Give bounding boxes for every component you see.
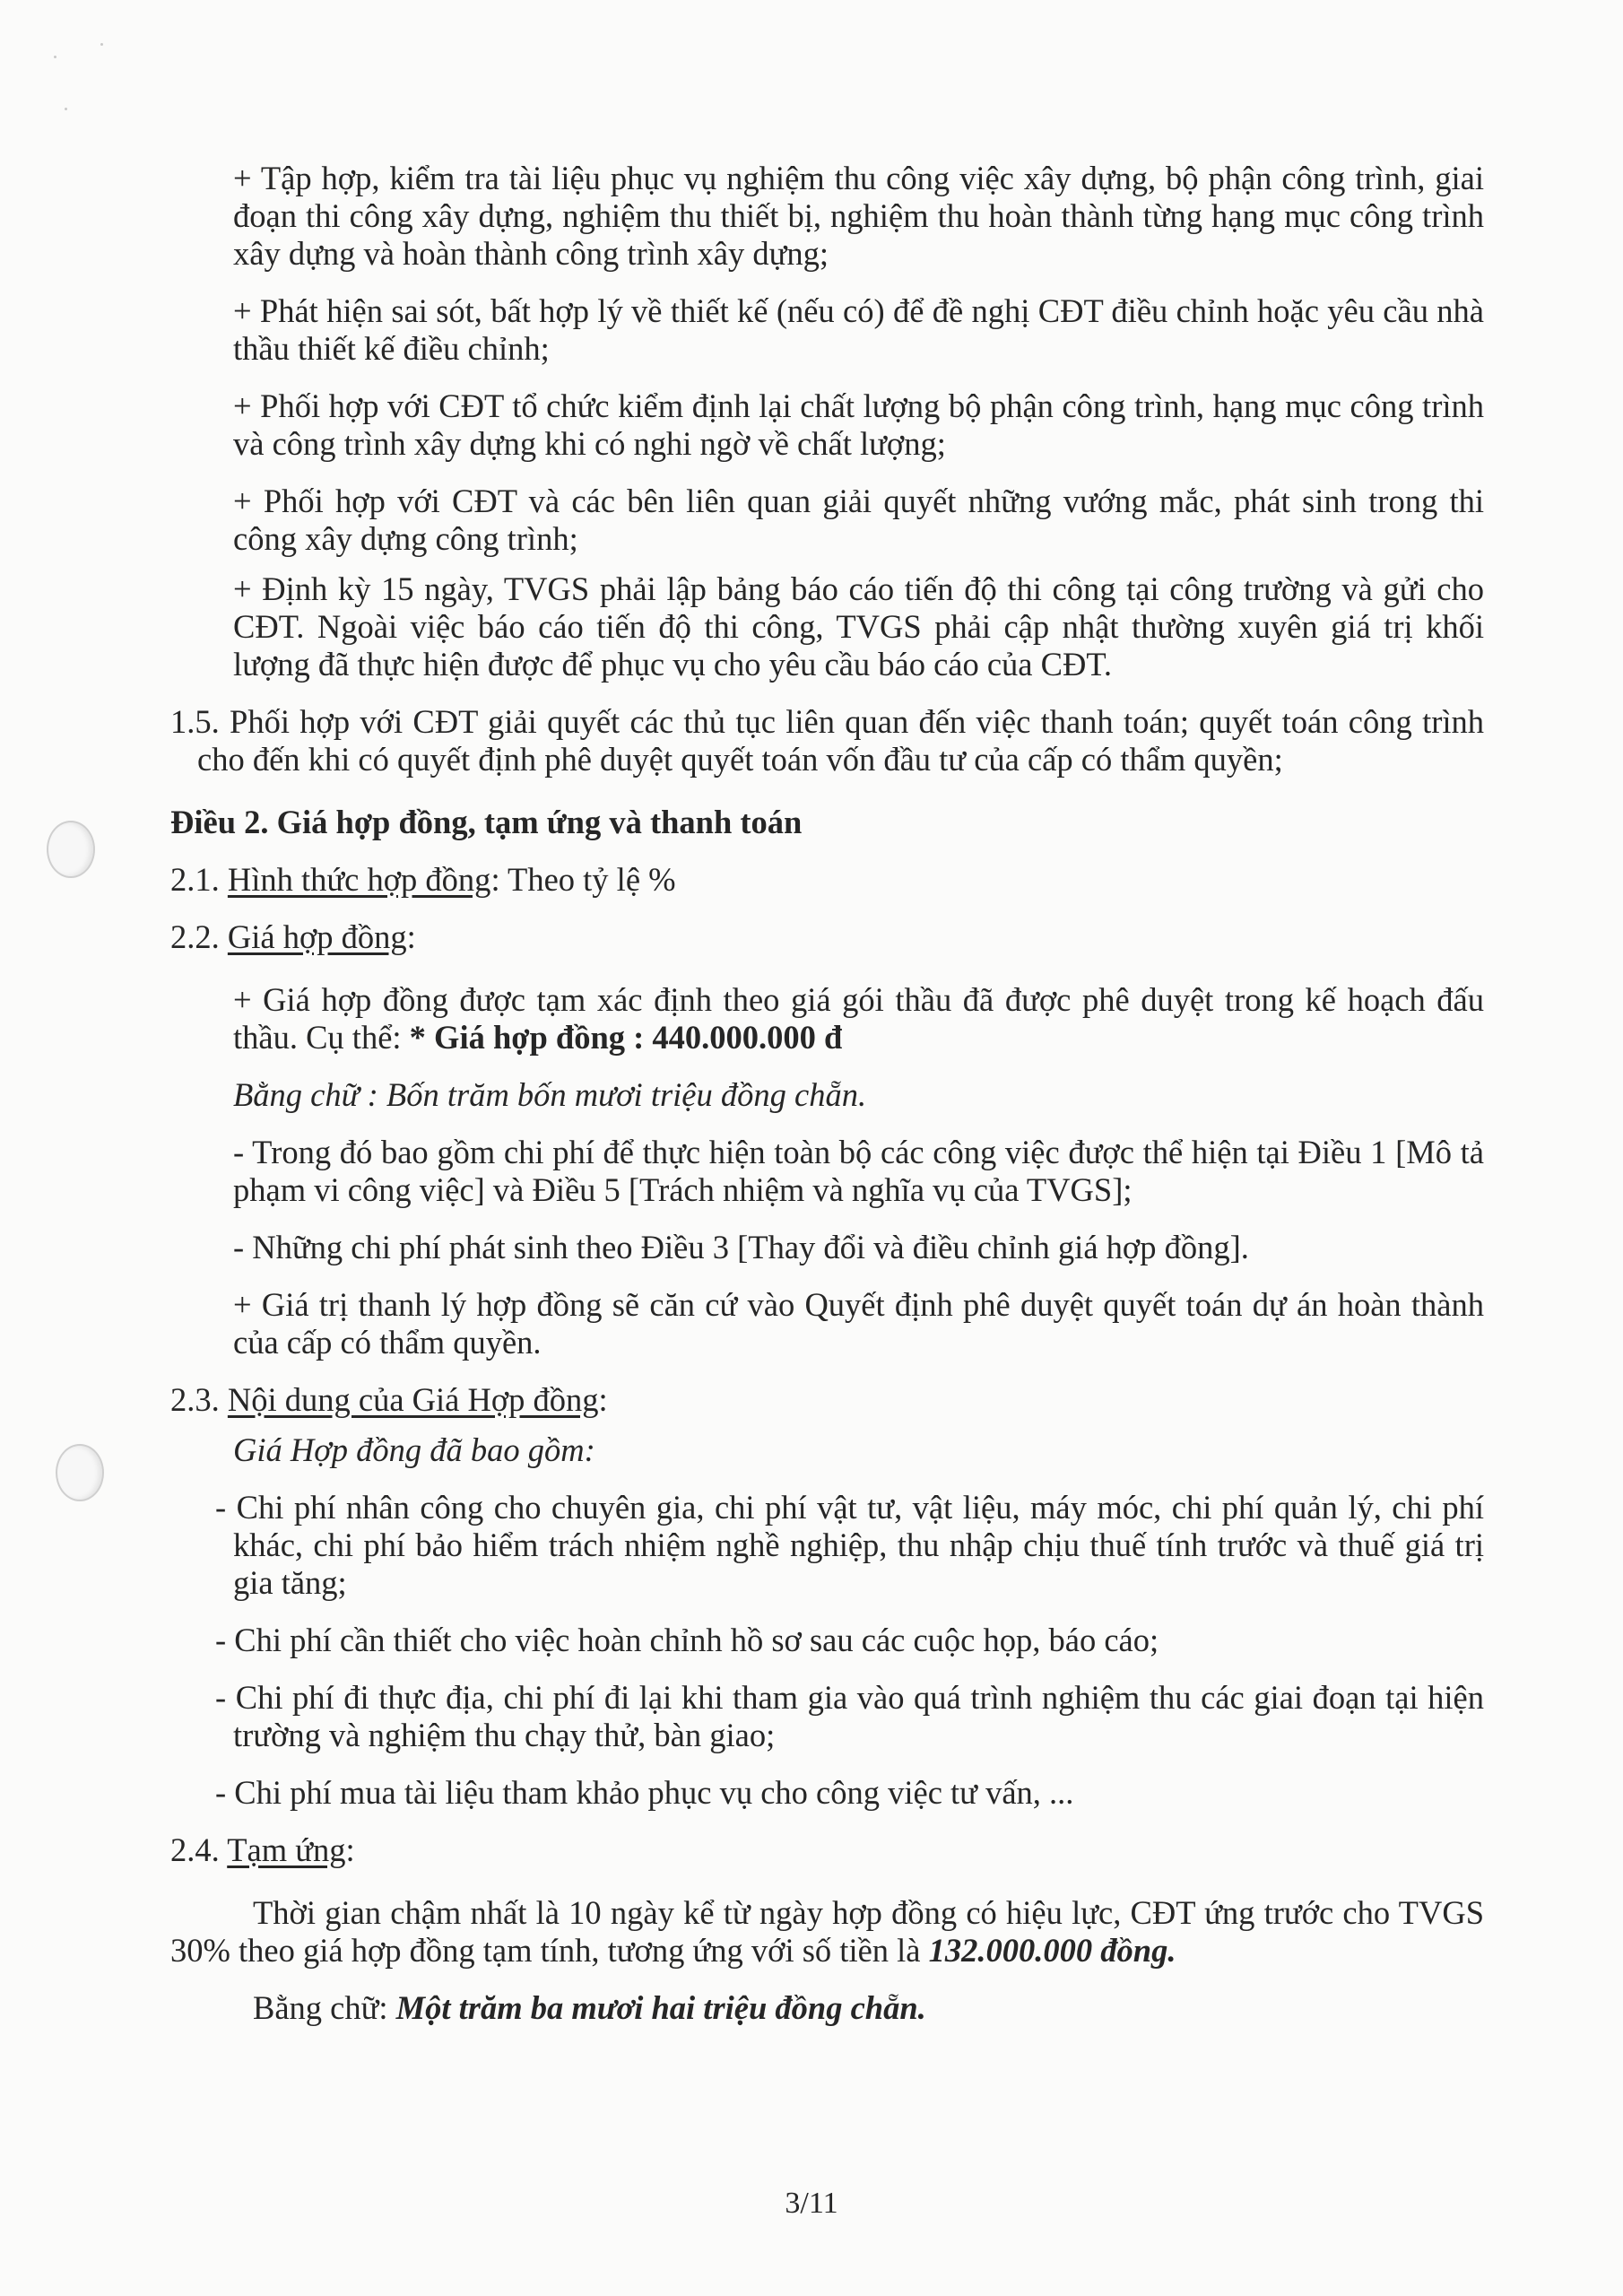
punch-hole-bottom — [56, 1444, 104, 1501]
item-1-5: 1.5. Phối hợp với CĐT giải quyết các thủ tục liên quan đến việc thanh toán; quyết toán công trình cho đến khi có quyết định phê duyệt quyết toán vốn đầu tư của cấp có thẩm quyền; — [170, 703, 1484, 778]
price-intro: + Giá hợp đồng được tạm xác định theo giá gói thầu đã được phê duyệt trong kế hoạch đấu thầu. Cụ thể: — [233, 981, 1484, 1056]
para-contract-price — [170, 981, 1484, 1057]
para-quality-inspection: + Phối hợp với CĐT tổ chức kiểm định lại chất lượng bộ phận công trình, hạng mục công trình và công trình xây dựng khi có nghi ngờ về chất lượng; — [233, 387, 1484, 462]
scan-speck — [100, 43, 103, 46]
section-label: Giá hợp đồng — [227, 918, 407, 955]
section-colon: : — [406, 918, 416, 955]
cost-item: - Chi phí đi thực địa, chi phí đi lại khi tham gia vào quá trình nghiệm thu các giai đoạn tại hiện trường và nghiệm thu chạy thử, bàn giao; — [215, 1679, 1484, 1753]
para-resolve-issues: + Phối hợp với CĐT và các bên liên quan giải quyết những vướng mắc, phát sinh trong thi công xây dựng công trình; — [233, 483, 1484, 557]
advance-words-value: Một trăm ba mươi hai triệu đồng chẵn. — [395, 1989, 926, 2026]
section-label: Hình thức hợp đồng — [227, 861, 491, 898]
cost-item: - Chi phí nhân công cho chuyên gia, chi phí vật tư, vật liệu, máy móc, chi phí quản lý, chi phí khác, chi phí bảo hiểm trách nhiệm nghề nghiệp, thu nhập chịu thuế tính trước và thuế giá trị gia tăng; — [215, 1489, 1484, 1601]
document-body — [170, 160, 1484, 2027]
advance-in-words — [170, 1989, 1484, 2027]
para-collect-docs: + Tập hợp, kiểm tra tài liệu phục vụ nghiệm thu công việc xây dựng, bộ phận công trình, giai đoạn thi công xây dựng, nghiệm thu thiết bị, nghiệm thu hoàn thành từng hạng mục công trình xây dựng và hoàn thành công trình xây dựng; — [233, 160, 1484, 272]
para-liquidation: + Giá trị thanh lý hợp đồng sẽ căn cứ vào Quyết định phê duyệt quyết toán dự án hoàn thành của cấp có thẩm quyền. — [233, 1286, 1484, 1361]
scan-speck — [54, 56, 56, 58]
cost-item: - Chi phí cần thiết cho việc hoàn chỉnh hồ sơ sau các cuộc họp, báo cáo; — [215, 1622, 1159, 1658]
advance-words-label: Bằng chữ: — [253, 1989, 396, 2026]
section-2-1 — [170, 861, 1484, 899]
section-number: 2.1. — [170, 861, 220, 898]
para-included-costs: - Trong đó bao gồm chi phí để thực hiện toàn bộ các công việc được thể hiện tại Điều 1 [Mô tả phạm vi công việc] và Điều 5 [Trách nhiệm và nghĩa vụ của TVGS]; — [233, 1134, 1484, 1208]
section-2-4 — [170, 1831, 1484, 1869]
advance-amount: 132.000.000 đồng. — [928, 1932, 1176, 1969]
price-in-words: Bằng chữ : Bốn trăm bốn mươi triệu đồng chẵn. — [233, 1076, 867, 1113]
para-periodic-report: + Định kỳ 15 ngày, TVGS phải lập bảng báo cáo tiến độ thi công tại công trường và gửi cho CĐT. Ngoài việc báo cáo tiến độ thi công, TVGS phải cập nhật thường xuyên giá trị khối lượng đã thực hiện được để phục vụ cho yêu cầu báo cáo của CĐT. — [233, 570, 1484, 683]
contract-form-value: : Theo tỷ lệ % — [490, 861, 676, 898]
advance-text: Thời gian chậm nhất là 10 ngày kể từ ngày hợp đồng có hiệu lực, CĐT ứng trước cho TVGS 30% theo giá hợp đồng tạm tính, tương ứng với số tiền là — [170, 1894, 1484, 1969]
para-detect-errors: + Phát hiện sai sót, bất hợp lý về thiết kế (nếu có) để đề nghị CĐT điều chỉnh hoặc yêu cầu nhà thầu thiết kế điều chỉnh; — [233, 292, 1484, 367]
punch-hole-top — [47, 821, 95, 878]
article-2-title: Điều 2. Giá hợp đồng, tạm ứng và thanh toán — [170, 804, 803, 840]
section-label: Nội dung của Giá Hợp đồng — [227, 1381, 599, 1418]
cost-item: - Chi phí mua tài liệu tham khảo phục vụ cho công việc tư vấn, ... — [215, 1774, 1074, 1811]
page-number: 3/11 — [785, 2187, 838, 2220]
section-label: Tạm ứng — [227, 1831, 346, 1868]
section-2-2 — [170, 918, 1484, 956]
contract-price-value: * Giá hợp đồng : 440.000.000 đ — [409, 1019, 843, 1056]
section-number: 2.4. — [170, 1831, 220, 1868]
section-colon: : — [345, 1831, 355, 1868]
section-number: 2.2. — [170, 918, 220, 955]
section-colon: : — [598, 1381, 608, 1418]
section-2-3 — [170, 1381, 1484, 1419]
section-number: 2.3. — [170, 1381, 220, 1418]
scan-speck — [65, 108, 67, 110]
para-advance — [170, 1894, 1484, 1970]
price-content-intro: Giá Hợp đồng đã bao gồm: — [233, 1431, 595, 1468]
para-extra-costs: - Những chi phí phát sinh theo Điều 3 [Thay đổi và điều chỉnh giá hợp đồng]. — [233, 1229, 1249, 1265]
